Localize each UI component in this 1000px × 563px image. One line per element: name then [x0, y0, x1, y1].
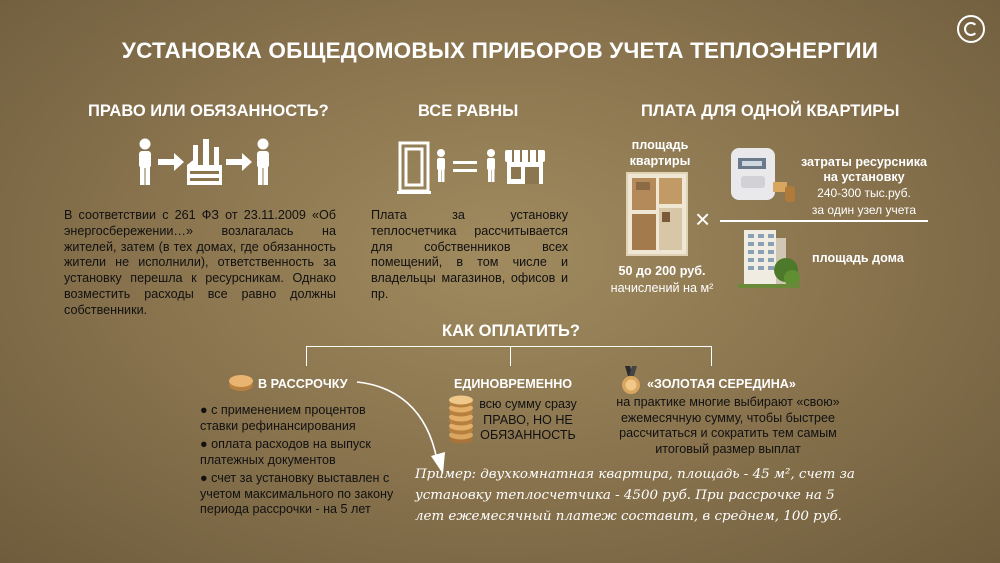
tree-horizontal-line [306, 346, 712, 347]
all-equal-heading: ВСЕ РАВНЫ [418, 102, 519, 120]
tree-branch-middle [510, 346, 511, 366]
golden-mean-text: на практике многие выбирают «свою» ежемесячную сумму, чтобы быстрее рассчитаться и сократить тем самым итоговый размер выплат [616, 395, 840, 457]
installments-heading: В РАССРОЧКУ [258, 377, 348, 391]
fraction-line [720, 220, 928, 222]
house-area-label: площадь дома [812, 251, 904, 265]
costs-sub: за один узел учета [811, 203, 917, 217]
how-to-pay-heading: КАК ОПЛАТИТЬ? [442, 322, 580, 340]
golden-mean-heading: «ЗОЛОТАЯ СЕРЕДИНА» [647, 377, 796, 391]
tree-branch-right [711, 346, 712, 366]
lump-sum-heading: ЕДИНОВРЕМЕННО [454, 377, 573, 391]
floor-plan-icon [626, 172, 688, 256]
door-equals-shop-icon [397, 140, 549, 196]
costs-value: 240-300 тыс.руб. [817, 186, 911, 200]
multiply-sign: × [695, 204, 711, 234]
tree-branch-left [306, 346, 307, 366]
payment-heading: ПЛАТА ДЛЯ ОДНОЙ КВАРТИРЫ [641, 102, 900, 120]
building-icon [738, 226, 800, 290]
costs-label: затраты ресурсника на установку [800, 155, 928, 184]
person-factory-person-icon [132, 137, 272, 189]
list-item: ● счет за установку выставлен с учетом максимального по закону периода рассрочки - на 5 лет [200, 471, 394, 516]
all-equal-text: Плата за установку теплосчетчика рассчитывается для собственников всех помещений, в том числе и владельцы магазинов, офисов и пр. [371, 208, 568, 301]
right-or-duty-text: В соответствии с 261 ФЗ от 23.11.2009 «Об энергосбережении…» возлагалась на жителей, затем (в тех домах, где обязанность жители не исполнили), ответственность за установку перешла к ресурсникам. Однако возместить расходы все равно должны собственники. [64, 208, 336, 317]
range-label: 50 до 200 руб. [618, 264, 706, 278]
heat-meter-icon [727, 142, 797, 212]
lump-sum-text: всю сумму сразу ПРАВО, НО НЕ ОБЯЗАННОСТЬ [479, 397, 577, 442]
curved-arrow-icon [355, 378, 450, 478]
list-item: ● с применением процентов ставки рефинансирования [200, 403, 366, 433]
range-sublabel: начислений на м² [610, 281, 714, 295]
page-title: УСТАНОВКА ОБЩЕДОМОВЫХ ПРИБОРОВ УЧЕТА ТЕПЛОЭНЕРГИИ [121, 38, 879, 63]
apartment-area-label: площадь квартиры [629, 138, 691, 168]
medal-icon [620, 366, 642, 396]
coin-stack-icon [447, 395, 475, 445]
coin-icon [228, 374, 254, 392]
example-note: Пример: двухкомнатная квартира, площадь - 45 м², счет за установку теплосчетчика - 4500 руб. При рассрочке на 5 лет ежемесячный платеж составит, в среднем, 100 руб. [415, 467, 855, 524]
right-or-duty-heading: ПРАВО ИЛИ ОБЯЗАННОСТЬ? [88, 102, 329, 120]
list-item: ● оплата расходов на выпуск платежных документов [200, 437, 371, 467]
